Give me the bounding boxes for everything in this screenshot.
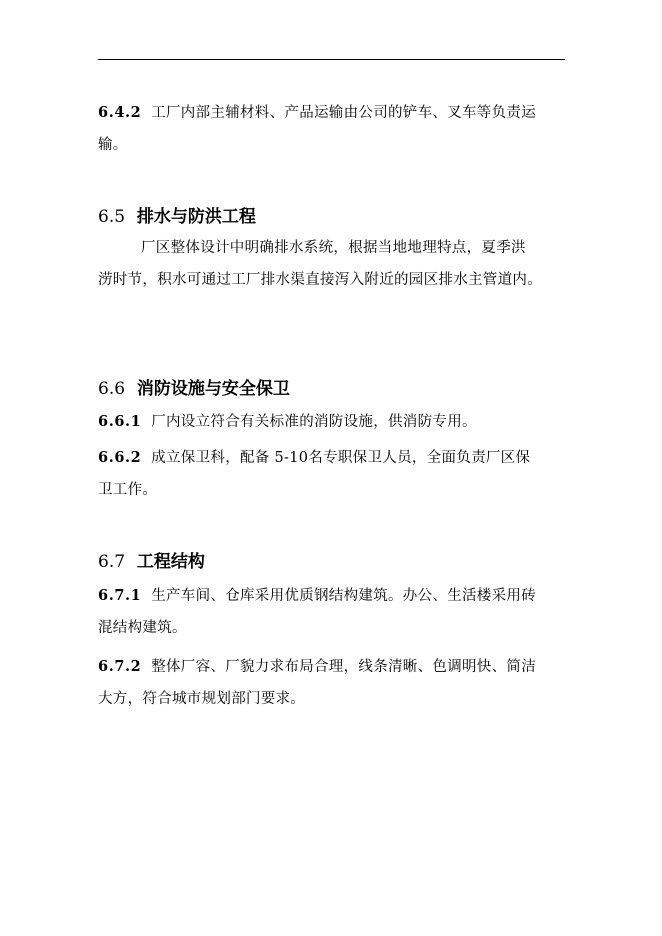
- clause-text: 整体厂容、厂貌力求布局合理，线条清晰、色调明快、简洁: [151, 659, 537, 675]
- section-heading-6-7: [98, 549, 205, 575]
- clause-line: [98, 406, 568, 438]
- section-number: 6.5: [98, 207, 126, 227]
- clause-line: [98, 97, 568, 129]
- clause-text-continued: 卫工作。: [98, 482, 158, 498]
- header-rule: [98, 59, 565, 60]
- clause-6-6-1: [98, 406, 568, 438]
- clause-number: 6.4.2: [98, 104, 142, 121]
- clause-text: 生产车间、仓库采用优质钢结构建筑。办公、生活楼采用砖: [151, 588, 537, 604]
- clause-text-continued: 输。: [98, 137, 128, 153]
- clause-number: 6.7.2: [98, 658, 142, 675]
- clause-number: 6.7.1: [98, 587, 142, 604]
- paragraph-line: 厂区整体设计中明确排水系统，根据当地地理特点，夏季洪: [141, 240, 526, 256]
- paragraph-6-5: [98, 232, 568, 296]
- clause-number: 6.6.2: [98, 449, 142, 466]
- section-heading-6-5: [98, 204, 256, 230]
- clause-6-7-2: [98, 651, 568, 715]
- section-number: 6.7: [98, 552, 126, 572]
- clause-line: [98, 442, 568, 474]
- clause-6-6-2: [98, 442, 568, 506]
- clause-number: 6.6.1: [98, 413, 142, 430]
- clause-text-continued: 混结构建筑。: [98, 620, 187, 636]
- section-title: 工程结构: [136, 552, 205, 572]
- section-heading-6-6: [98, 376, 290, 402]
- clause-text: 厂内设立符合有关标准的消防设施，供消防专用。: [151, 414, 477, 430]
- section-title: 排水与防洪工程: [136, 207, 256, 227]
- clause-6-7-1: [98, 580, 568, 644]
- clause-text: 成立保卫科，配备 5-10名专职保卫人员，全面负责厂区保: [151, 450, 531, 466]
- clause-line: [98, 651, 568, 683]
- section-number: 6.6: [98, 379, 126, 399]
- clause-6-4-2: [98, 97, 568, 161]
- clause-text-continued: 大方，符合城市规划部门要求。: [98, 691, 306, 707]
- clause-text: 工厂内部主辅材料、产品运输由公司的铲车、叉车等负责运: [151, 105, 537, 121]
- section-title: 消防设施与安全保卫: [136, 379, 290, 399]
- paragraph-line: 涝时节，积水可通过工厂排水渠直接泻入附近的园区排水主管道内。: [98, 272, 542, 288]
- clause-line: [98, 580, 568, 612]
